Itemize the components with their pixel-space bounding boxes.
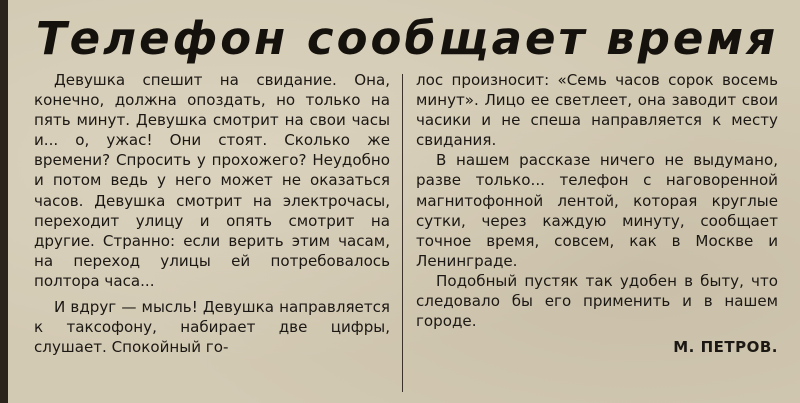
article-headline: Телефон сообщает время bbox=[35, 12, 779, 65]
article-paragraph: И вдруг — мысль! Девушка направляется к таксофону, набирает две цифры, слушает. Спокойный го- bbox=[34, 298, 390, 357]
column-divider bbox=[402, 74, 403, 392]
article-paragraph: Девушка спешит на свидание. Она, конечно, должна опоздать, но только на пять минут. Девушка смотрит на свои часы и... о, ужас! Они стоят. Сколько же времени? Спросить у прохожего? Неудобно и потом ведь у него может не оказаться часов. Девушка смотрит на электрочасы, переходит улицу и опять смотрит на другие. Странно: если верить этим часам, на переход улицы ей потребовалось полтора часа... bbox=[34, 71, 390, 290]
page-edge-rule bbox=[0, 0, 8, 403]
author-signature: М. ПЕТРОВ. bbox=[673, 338, 778, 357]
article-paragraph: лос произносит: «Семь часов сорок восемь минут». Лицо ее светлеет, она заводит свои часики и не спеша направляется к месту свидания. bbox=[416, 71, 778, 150]
article-paragraph: В нашем рассказе ничего не выдумано, разве только... телефон с наговоренной магнитофонной лентой, которая круглые сутки, через каждую минуту, сообщает точное время, совсем, как в Москве и Ленинграде. bbox=[416, 151, 778, 270]
article-column-left bbox=[34, 70, 390, 357]
article-paragraph: Подобный пустяк так удобен в быту, что следовало бы его применить и в нашем городе. bbox=[416, 271, 778, 331]
article-column-right bbox=[416, 70, 778, 357]
